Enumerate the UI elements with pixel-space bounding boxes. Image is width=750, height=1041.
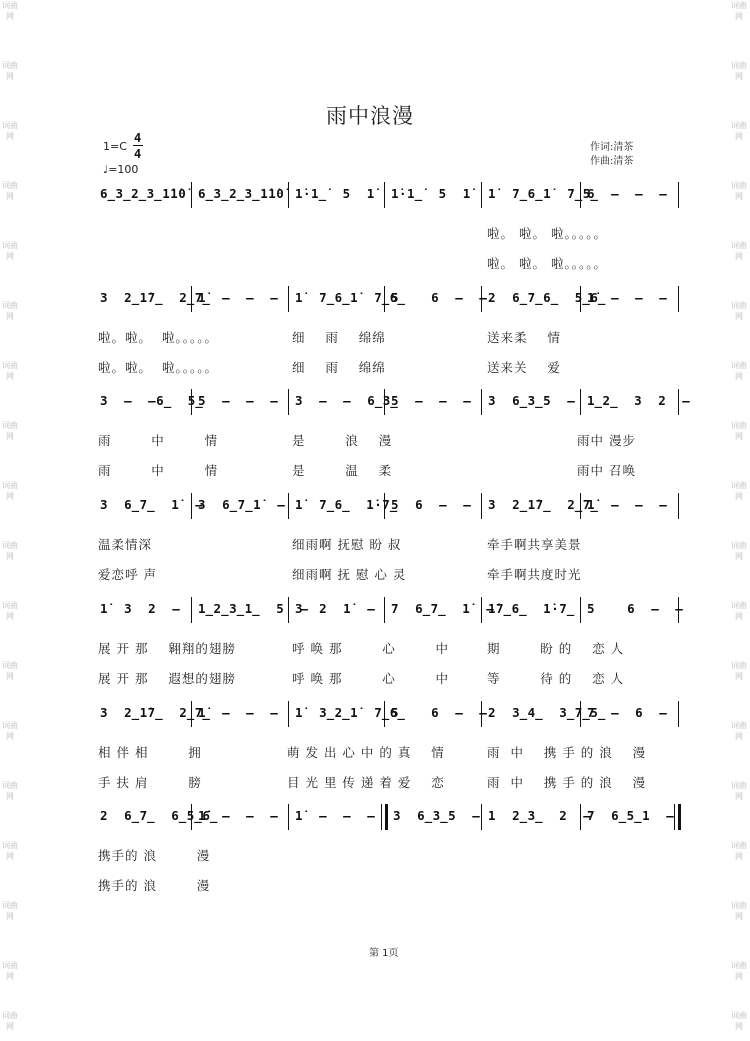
lyric-line: 携手的 浪 漫 xyxy=(98,878,211,893)
lyric-line: 啦。 啦。 啦。。。。。 xyxy=(487,226,607,241)
measure-notation: 3 – –6̲ 5̲ xyxy=(100,393,204,408)
watermark: 词曲网 xyxy=(2,361,18,381)
measure-notation: 5 – – – xyxy=(391,393,472,408)
watermark: 词曲网 xyxy=(2,121,18,141)
lyric-line: 携手的 浪 漫 xyxy=(98,848,211,863)
barline xyxy=(580,597,581,623)
barline xyxy=(288,701,289,727)
watermark: 词曲网 xyxy=(731,901,747,921)
watermark: 词曲网 xyxy=(2,241,18,261)
lyric-segment: 啦。啦。 啦。。。。。 xyxy=(98,360,218,375)
measure-notation: 2 6̲7̲ 6̲5̲6̲ xyxy=(100,808,218,823)
watermark: 词曲网 xyxy=(731,481,747,501)
watermark: 词曲网 xyxy=(731,961,747,981)
barline xyxy=(678,493,679,519)
barline xyxy=(678,286,679,312)
measure-notation: 1̇ – – – xyxy=(587,290,668,305)
lyric-segment: 雨中 漫步 xyxy=(577,433,636,448)
barline xyxy=(191,597,192,623)
lyric-segment: 牵手啊共享美景 xyxy=(487,537,582,552)
composer-credit: 作曲:清茶 xyxy=(590,156,634,167)
lyric-segment: 期 盼 的 恋 人 xyxy=(487,641,625,656)
measure-notation: 1̇ 7̲6̲ 1̇·7̲ xyxy=(295,497,398,512)
watermark: 词曲网 xyxy=(731,301,747,321)
barline xyxy=(384,597,385,623)
lyricist-credit: 作词:清茶 xyxy=(590,142,634,153)
measure-notation: 1̇ – – – xyxy=(198,705,279,720)
watermark: 词曲网 xyxy=(2,781,18,801)
measure-notation: 6̲3̲2̲3̲1̇1̇0̇ xyxy=(198,186,285,201)
barline xyxy=(288,804,289,830)
measure-notation: 1̇ – – – xyxy=(587,497,668,512)
measure-notation: 7 – 6 – xyxy=(587,705,668,720)
barline xyxy=(288,182,289,208)
barline xyxy=(678,701,679,727)
measure-notation: 1̲2̲3̲1̲ 5 – xyxy=(198,601,309,616)
lyric-segment: 送来关 爱 xyxy=(487,360,561,375)
measure-notation: 7 6̲7̲ 1̇ – xyxy=(391,601,495,616)
watermark: 词曲网 xyxy=(731,121,747,141)
lyric-segment: 雨 中 携 手 的 浪 漫 xyxy=(487,745,647,760)
measure-notation: 2 6̲7̲6̲ 5̲6̲ xyxy=(488,290,606,305)
barline xyxy=(481,493,482,519)
song-title: 雨中浪漫 xyxy=(326,104,414,128)
tempo-marking: ♩=100 xyxy=(103,163,139,176)
watermark: 词曲网 xyxy=(731,1011,747,1031)
watermark: 词曲网 xyxy=(2,181,18,201)
measure-notation: 5 6 – – xyxy=(391,290,488,305)
watermark: 词曲网 xyxy=(731,721,747,741)
measure-notation: 1̇ – – – xyxy=(198,808,279,823)
watermark: 词曲网 xyxy=(2,1,18,21)
lyric-segment: 呼 唤 那 心 中 xyxy=(292,641,450,656)
measure-notation: 1̇ 7̲6̲1̇ 7̲6̲ xyxy=(295,290,406,305)
watermark: 词曲网 xyxy=(731,361,747,381)
lyric-segment: 萌 发 出 心 中 的 真 情 xyxy=(287,745,445,760)
measure-notation: 5 6 – – xyxy=(391,497,472,512)
lyric-segment: 啦。啦。 啦。。。。。 xyxy=(98,330,218,345)
time-signature-bottom: 4 xyxy=(134,147,142,161)
measure-notation: 1̇·1̲̇ 5 1̇ xyxy=(295,186,375,201)
lyric-segment: 送来柔 情 xyxy=(487,330,561,345)
lyric-segment: 雨 中 情 xyxy=(98,433,219,448)
lyric-segment: 爱恋呼 声 xyxy=(98,567,157,582)
lyric-segment: 手 扶 肩 膀 xyxy=(98,775,202,790)
watermark: 词曲网 xyxy=(731,61,747,81)
barline xyxy=(288,389,289,415)
lyric-segment: 牵手啊共度时光 xyxy=(487,567,582,582)
measure-notation: 2 3̲4̲ 3̲7̲5̲ xyxy=(488,705,606,720)
measure-notation: 1̇ – – – xyxy=(198,290,279,305)
lyric-segment: 目 光 里 传 递 着 爱 恋 xyxy=(287,775,445,790)
measure-notation: 3 6̲7̲ 1̇ – xyxy=(100,497,204,512)
measure-notation: 3 2̲1̇7̲ 2̲7̲ xyxy=(100,290,211,305)
lyric-segment: 雨中 召唤 xyxy=(577,463,636,478)
watermark: 词曲网 xyxy=(731,241,747,261)
watermark: 词曲网 xyxy=(2,301,18,321)
watermark: 词曲网 xyxy=(2,901,18,921)
barline xyxy=(288,286,289,312)
watermark: 词曲网 xyxy=(731,1,747,21)
lyric-line: 啦。 啦。 啦。。。。。 xyxy=(487,256,607,271)
barline xyxy=(191,182,192,208)
measure-notation: 3 6̲3̲5 – xyxy=(488,393,576,408)
watermark: 词曲网 xyxy=(2,421,18,441)
watermark: 词曲网 xyxy=(2,61,18,81)
lyric-segment: 雨 中 情 xyxy=(98,463,219,478)
watermark: 词曲网 xyxy=(2,541,18,561)
time-signature-rule xyxy=(133,145,143,146)
measure-notation: 5 – – – xyxy=(198,393,279,408)
measure-notation: 3 – – 6̲3̲ xyxy=(295,393,399,408)
lyric-segment: 展 开 那 翱翔的翅膀 xyxy=(98,641,236,656)
measure-notation: 5 6 – – xyxy=(587,601,684,616)
measure-notation: 3 6̲3̲5 – xyxy=(393,808,481,823)
key-signature: 1=C xyxy=(103,140,127,153)
measure-notation: 1 2̲3̲ 2 – xyxy=(488,808,592,823)
lyric-segment: 等 待 的 恋 人 xyxy=(487,671,625,686)
measure-notation: 3 2̲1̇7̲ 2̲7̲ xyxy=(488,497,599,512)
watermark: 词曲网 xyxy=(731,601,747,621)
watermark: 词曲网 xyxy=(2,961,18,981)
measure-notation: 7 6̲5̲1 – xyxy=(587,808,675,823)
measure-notation: 3 2 1̇ – xyxy=(295,601,376,616)
watermark: 词曲网 xyxy=(731,541,747,561)
watermark: 词曲网 xyxy=(731,661,747,681)
lyric-segment: 是 浪 漫 xyxy=(292,433,393,448)
final-barline xyxy=(678,804,681,830)
watermark: 词曲网 xyxy=(731,781,747,801)
lyric-segment: 是 温 柔 xyxy=(292,463,393,478)
watermark: 词曲网 xyxy=(2,601,18,621)
lyric-segment: 细 雨 绵绵 xyxy=(292,360,386,375)
time-signature-top: 4 xyxy=(134,131,142,145)
measure-notation: 6̲3̲2̲3̲1̇1̇0̇ xyxy=(100,186,187,201)
measure-notation: 1̲2̲ 3 2 – xyxy=(587,393,691,408)
lyric-segment: 雨 中 携 手 的 浪 漫 xyxy=(487,775,647,790)
barline xyxy=(678,182,679,208)
watermark: 词曲网 xyxy=(731,841,747,861)
measure-notation: 3 6̲7̲1̇ – xyxy=(198,497,286,512)
repeat-barline xyxy=(381,804,382,830)
watermark: 词曲网 xyxy=(731,181,747,201)
watermark: 词曲网 xyxy=(2,841,18,861)
lyric-segment: 细雨啊 抚 慰 心 灵 xyxy=(292,567,407,582)
measure-notation: 1̇ 7̲6̲1̇ 7̲5̲ xyxy=(488,186,599,201)
lyric-segment: 细雨啊 抚慰 盼 叔 xyxy=(292,537,402,552)
measure-notation: 5 6 – – xyxy=(391,705,488,720)
barline xyxy=(580,389,581,415)
barline xyxy=(481,804,482,830)
lyric-segment: 温柔情深 xyxy=(98,537,153,552)
measure-notation: 1̇·1̲̇ 5 1̇ xyxy=(391,186,471,201)
barline xyxy=(481,182,482,208)
barline xyxy=(481,389,482,415)
measure-notation: 1̇ 3 2 – xyxy=(100,601,181,616)
measure-notation: 1̇7̲6̲ 1̇·7̲ xyxy=(488,601,575,616)
lyric-segment: 细 雨 绵绵 xyxy=(292,330,386,345)
lyric-segment: 呼 唤 那 心 中 xyxy=(292,671,450,686)
barline xyxy=(384,182,385,208)
barline xyxy=(288,493,289,519)
lyric-segment: 相 伴 相 拥 xyxy=(98,745,202,760)
repeat-barline xyxy=(385,804,388,830)
lyric-segment: 展 开 那 遐想的翅膀 xyxy=(98,671,236,686)
measure-notation: 3 2̲1̇7̲ 2̲7̲ xyxy=(100,705,211,720)
measure-notation: 6 – – – xyxy=(587,186,668,201)
watermark: 词曲网 xyxy=(2,481,18,501)
watermark: 词曲网 xyxy=(2,1011,18,1031)
watermark: 词曲网 xyxy=(2,661,18,681)
page-number: 第 1页 xyxy=(369,948,399,959)
measure-notation: 1̇ 3̲2̲1̇ 7̲6̲ xyxy=(295,705,406,720)
watermark: 词曲网 xyxy=(2,721,18,741)
watermark: 词曲网 xyxy=(731,421,747,441)
measure-notation: 1̇ – – – xyxy=(295,808,376,823)
